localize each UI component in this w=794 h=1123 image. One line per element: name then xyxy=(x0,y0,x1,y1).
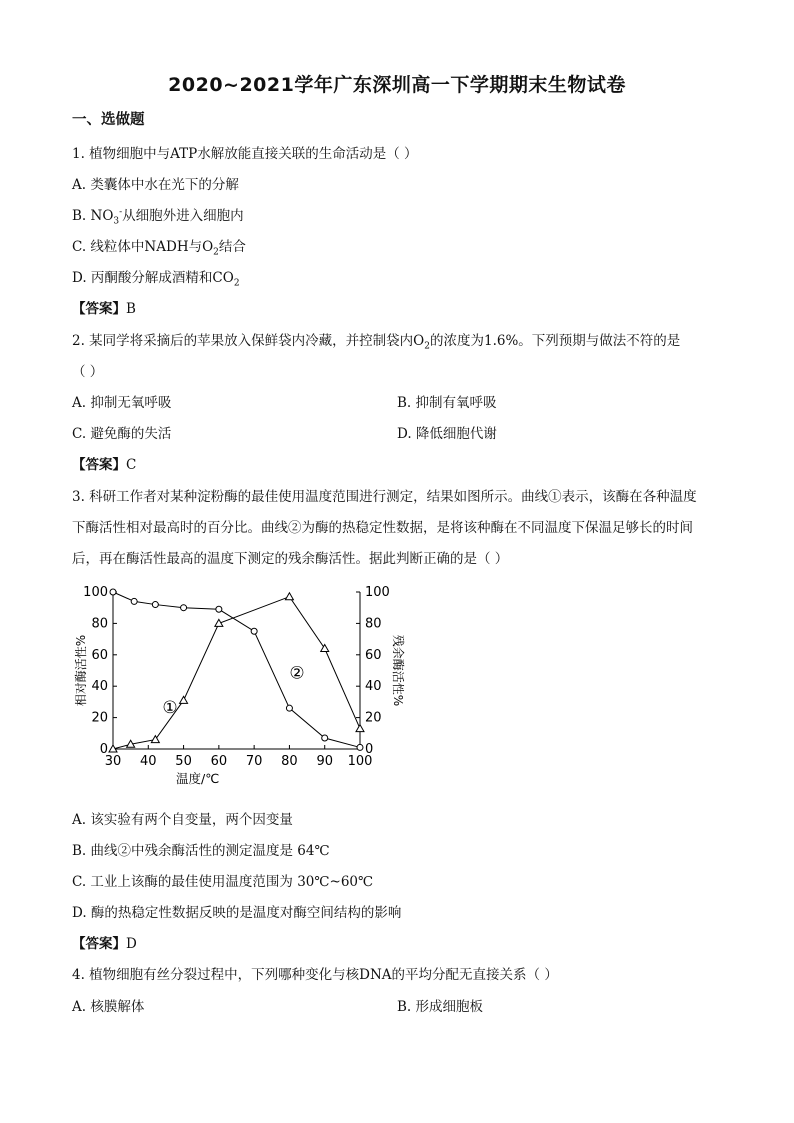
y-tick-label-left: 100 xyxy=(83,585,108,600)
q1-stem: 1. 植物细胞中与ATP水解放能直接关联的生命活动是（ ） xyxy=(72,146,418,162)
q1-option-b: B. $NO_3^-$从细胞外进入细胞内 xyxy=(72,207,244,227)
x-tick-label: 30 xyxy=(104,754,122,769)
x-tick-label: 40 xyxy=(140,754,157,769)
y-tick-label-right: 100 xyxy=(365,585,390,600)
y-tick-label-right: 40 xyxy=(365,679,382,695)
q2-answer: 【答案】C xyxy=(72,457,137,473)
data-point-triangle xyxy=(356,725,364,732)
y-tick-label-left: 60 xyxy=(91,647,108,663)
y-tick-label-left: 20 xyxy=(91,710,108,726)
x-tick-label: 60 xyxy=(210,754,228,769)
q3-option-b: B. 曲线②中残余酶活性的测定温度是 64℃ xyxy=(72,843,330,859)
y-tick-label-right: 0 xyxy=(365,742,374,757)
data-point-circle xyxy=(251,628,257,634)
data-point-circle xyxy=(322,735,328,741)
data-point-circle xyxy=(216,606,222,612)
q3-option-c: C. 工业上该酶的最佳使用温度范围为 30℃~60℃ xyxy=(72,874,374,890)
y-tick-label-right: 60 xyxy=(365,647,382,663)
q3-option-a: A. 该实验有两个自变量，两个因变量 xyxy=(72,812,293,828)
q3-option-d: D. 酶的热稳定性数据反映的是温度对酶空间结构的影响 xyxy=(72,905,402,921)
data-point-circle xyxy=(357,744,363,750)
y-tick-label-left: 0 xyxy=(99,742,108,757)
q1-option-d: D. 丙酮酸分解成酒精和$CO_2$ xyxy=(72,270,240,289)
page-title: 2020~2021学年广东深圳高一下学期期末生物试卷 xyxy=(168,74,626,96)
data-point-triangle xyxy=(180,696,188,703)
q2-option-d: D. 降低细胞代谢 xyxy=(397,426,497,442)
q3-stem-line3: 后，再在酶活性最高的温度下测定的残余酶活性。据此判断正确的是（ ） xyxy=(72,551,509,567)
enzyme-activity-chart xyxy=(72,580,405,790)
series-label-2: ② xyxy=(289,663,305,684)
section-heading: 一、选做题 xyxy=(72,112,145,128)
q1-answer: 【答案】B xyxy=(72,301,136,317)
q2-option-a: A. 抑制无氧呼吸 xyxy=(72,395,172,411)
data-point-triangle xyxy=(151,736,159,743)
y-tick-label-left: 40 xyxy=(91,679,108,695)
series-line-2 xyxy=(113,592,360,747)
q1-option-a: A. 类囊体中水在光下的分解 xyxy=(72,177,239,193)
series-line-1 xyxy=(113,597,360,749)
y-axis-label-right: 残余酶活性% xyxy=(391,634,405,707)
series-label-1: ① xyxy=(162,697,178,718)
data-point-triangle xyxy=(321,645,329,652)
q4-stem: 4. 植物细胞有丝分裂过程中，下列哪种变化与核DNA的平均分配无直接关系（ ） xyxy=(72,967,558,983)
data-point-circle xyxy=(110,589,116,595)
q2-option-b: B. 抑制有氧呼吸 xyxy=(397,395,497,411)
x-tick-label: 90 xyxy=(316,754,333,769)
data-point-triangle xyxy=(285,593,293,600)
x-tick-label: 80 xyxy=(281,754,298,769)
chart-ticks xyxy=(83,585,390,769)
q2-option-c: C. 避免酶的失活 xyxy=(72,426,172,442)
data-point-circle xyxy=(286,705,292,711)
data-point-circle xyxy=(152,602,158,608)
data-point-circle xyxy=(181,605,187,611)
q3-stem-line2: 下酶活性相对最高时的百分比。曲线②为酶的热稳定性数据，是将该种酶在不同温度下保温足够长的时间 xyxy=(72,520,693,536)
data-point-circle xyxy=(131,598,137,604)
y-axis-label-left: 相对酶活性% xyxy=(74,634,88,707)
x-axis-label: 温度/℃ xyxy=(176,771,220,786)
q2-stem: 2. 某同学将采摘后的苹果放入保鲜袋内冷藏，并控制袋内$O_2$的浓度为1.6%。下列预期与做法不符的是 xyxy=(72,333,681,352)
y-tick-label-left: 80 xyxy=(91,616,108,632)
chart-series xyxy=(109,589,364,752)
q3-answer: 【答案】D xyxy=(72,936,137,952)
x-tick-label: 70 xyxy=(245,754,263,769)
y-tick-label-right: 20 xyxy=(365,710,382,726)
x-tick-label: 100 xyxy=(347,754,373,769)
q3-stem-line1: 3. 科研工作者对某种淀粉酶的最佳使用温度范围进行测定，结果如图所示。曲线①表示，该酶在各种温度 xyxy=(72,489,697,505)
data-point-triangle xyxy=(215,619,223,626)
x-tick-label: 50 xyxy=(175,754,192,769)
q1-option-c: C. 线粒体中NADH与$O_2$结合 xyxy=(72,239,246,258)
q4-option-a: A. 核膜解体 xyxy=(72,999,145,1015)
y-tick-label-right: 80 xyxy=(365,616,382,632)
q2-stem-line2: （ ） xyxy=(72,364,104,380)
q4-option-b: B. 形成细胞板 xyxy=(397,999,484,1015)
chart-axes xyxy=(113,592,360,749)
